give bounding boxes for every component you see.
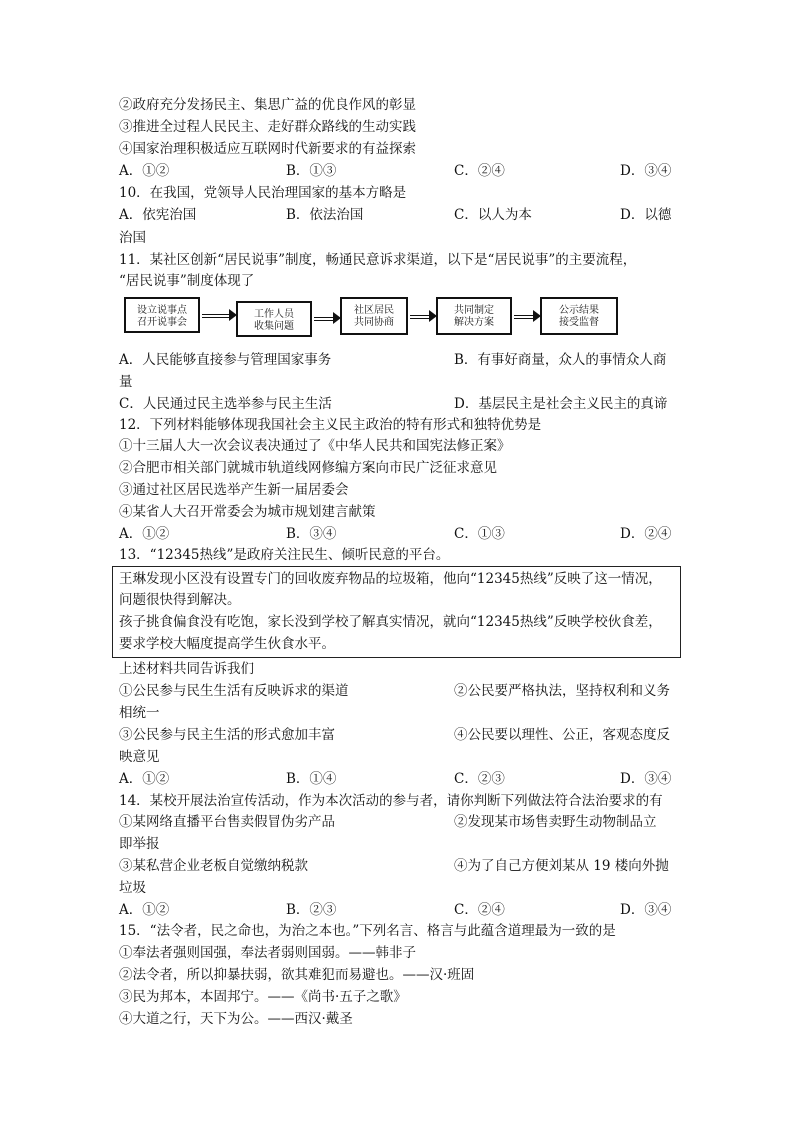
q9-option-d: D．③④ bbox=[620, 163, 672, 179]
q15-item-1: ①奉法者强则国强，奉法者弱则国弱。——韩非子 bbox=[119, 945, 416, 961]
q11-stem-line1: 11．某社区创新“居民说事”制度，畅通民意诉求渠道，以下是“居民说事”的主要流程， bbox=[119, 252, 637, 268]
q10-option-b: B．依法治国 bbox=[286, 207, 364, 223]
q14-option-b: B．②③ bbox=[286, 902, 337, 918]
q13-option-d: D．③④ bbox=[620, 771, 672, 787]
q9-item-2: ②政府充分发扬民主、集思广益的优良作风的彰显 bbox=[119, 97, 416, 113]
q11-option-b-wrap: 量 bbox=[119, 374, 133, 390]
flow-step-5-line2: 接受监督 bbox=[559, 317, 599, 328]
q13-option-c: C．②③ bbox=[454, 771, 505, 787]
q14-item-2-wrap: 即举报 bbox=[119, 836, 160, 852]
q14-option-d: D．③④ bbox=[620, 902, 672, 918]
q10-option-d: D．以德 bbox=[620, 207, 672, 223]
flow-arrow-icon bbox=[202, 314, 230, 318]
q9-option-b: B．①③ bbox=[286, 163, 337, 179]
flow-step-2-line1: 工作人员 bbox=[254, 309, 294, 320]
flow-arrow-icon bbox=[410, 315, 430, 319]
q13-stem: 13．“12345热线”是政府关注民生、倾听民意的平台。 bbox=[119, 547, 450, 563]
q12-item-4: ④某省人大召开常委会为城市规划建言献策 bbox=[119, 504, 376, 520]
q12-option-c: C．①③ bbox=[454, 526, 505, 542]
q12-item-2: ②合肥市相关部门就城市轨道线网修编方案向市民广泛征求意见 bbox=[119, 460, 497, 476]
q12-option-a: A．①② bbox=[119, 526, 170, 542]
q13-material-line-2: 问题很快得到解决。 bbox=[119, 592, 241, 608]
q13-material-box bbox=[112, 566, 681, 658]
q13-option-a: A．①② bbox=[119, 771, 170, 787]
flow-step-3 bbox=[340, 297, 408, 335]
q10-option-d-wrap: 治国 bbox=[119, 230, 146, 246]
q15-item-4: ④大道之行，天下为公。——西汉·戴圣 bbox=[119, 1011, 353, 1027]
flow-step-2 bbox=[236, 301, 312, 337]
q14-item-2: ②发现某市场售卖野生动物制品立 bbox=[454, 814, 657, 830]
q11-option-d: D．基层民主是社会主义民主的真谛 bbox=[454, 396, 668, 412]
q12-item-3: ③通过社区居民选举产生新一届居委会 bbox=[119, 482, 349, 498]
q11-option-a: A．人民能够直接参与管理国家事务 bbox=[119, 352, 332, 368]
q13-item-2-wrap: 相统一 bbox=[119, 705, 160, 721]
q15-item-3: ③民为邦本，本固邦宁。——《尚书·五子之歌》 bbox=[119, 989, 407, 1005]
q13-item-2: ②公民要严格执法，坚持权利和义务 bbox=[454, 683, 670, 699]
flow-step-4-line2: 解决方案 bbox=[454, 317, 494, 328]
flow-step-3-line2: 共同协商 bbox=[354, 317, 394, 328]
q11-option-b: B．有事好商量，众人的事情众人商 bbox=[454, 352, 667, 368]
flow-step-1-line2: 召开说事会 bbox=[137, 317, 187, 328]
q13-item-3: ③公民参与民主生活的形式愈加丰富 bbox=[119, 727, 335, 743]
q10-option-a: A．依宪治国 bbox=[119, 207, 197, 223]
flow-step-4-line1: 共同制定 bbox=[454, 305, 494, 316]
q9-option-c: C．②④ bbox=[454, 163, 505, 179]
q14-item-1: ①某网络直播平台售卖假冒伪劣产品 bbox=[119, 814, 335, 830]
q13-option-b: B．①④ bbox=[286, 771, 337, 787]
q11-flowchart bbox=[124, 295, 680, 339]
q14-item-3: ③某私营企业老板自觉缴纳税款 bbox=[119, 858, 308, 874]
q14-option-c: C．②④ bbox=[454, 902, 505, 918]
q13-item-1: ①公民参与民生生活有反映诉求的渠道 bbox=[119, 683, 349, 699]
flow-step-3-line1: 社区居民 bbox=[354, 305, 394, 316]
flow-step-2-line2: 收集问题 bbox=[254, 321, 294, 332]
q13-item-4: ④公民要以理性、公正，客观态度反 bbox=[454, 727, 670, 743]
q12-option-d: D．②④ bbox=[620, 526, 672, 542]
q14-option-a: A．①② bbox=[119, 902, 170, 918]
q12-option-b: B．③④ bbox=[286, 526, 337, 542]
q10-option-c: C．以人为本 bbox=[454, 207, 532, 223]
q12-item-1: ①十三届人大一次会议表决通过了《中华人民共和国宪法修正案》 bbox=[119, 438, 511, 454]
q9-item-3: ③推进全过程人民民主、走好群众路线的生动实践 bbox=[119, 119, 416, 135]
flow-step-1 bbox=[124, 297, 200, 333]
q9-option-a: A．①② bbox=[119, 163, 170, 179]
q11-option-c: C．人民通过民主选举参与民主生活 bbox=[119, 396, 332, 412]
q13-material-line-4: 要求学校大幅度提高学生伙食水平。 bbox=[119, 636, 335, 652]
q15-stem: 15．“法令者，民之命也，为治之本也。”下列名言、格言与此蕴含道理最为一致的是 bbox=[119, 923, 616, 939]
q13-material-line-1: 王琳发现小区没有设置专门的回收废弃物品的垃圾箱，他向“12345热线”反映了这一情况， bbox=[119, 571, 662, 587]
flow-arrow-icon bbox=[514, 315, 534, 319]
q13-material-line-3: 孩子挑食偏食没有吃饱，家长没到学校了解真实情况，就向“12345热线”反映学校伙食差， bbox=[119, 614, 662, 630]
q11-stem-line2: “居民说事”制度体现了 bbox=[119, 273, 255, 289]
flow-step-5-line1: 公示结果 bbox=[559, 305, 599, 316]
q12-stem: 12．下列材料能够体现我国社会主义民主政治的特有形式和独特优势是 bbox=[119, 417, 542, 433]
q15-item-2: ②法令者，所以抑暴扶弱，欲其难犯而易避也。——汉·班固 bbox=[119, 967, 475, 983]
q14-item-4: ④为了自己方便刘某从 19 楼向外抛 bbox=[454, 858, 669, 874]
q14-stem: 14．某校开展法治宣传活动，作为本次活动的参与者，请你判断下列做法符合法治要求的有 bbox=[119, 793, 663, 809]
q9-item-4: ④国家治理积极适应互联网时代新要求的有益探索 bbox=[119, 141, 416, 157]
flow-arrow-icon bbox=[314, 317, 334, 321]
flow-step-4 bbox=[436, 297, 512, 335]
flow-step-1-line1: 设立说事点 bbox=[137, 305, 187, 316]
q13-tell: 上述材料共同告诉我们 bbox=[119, 661, 254, 677]
q14-item-4-wrap: 垃圾 bbox=[119, 880, 146, 896]
q13-item-4-wrap: 映意见 bbox=[119, 749, 160, 765]
q10-stem: 10．在我国，党领导人民治理国家的基本方略是 bbox=[119, 185, 407, 201]
flow-step-5 bbox=[540, 297, 618, 335]
